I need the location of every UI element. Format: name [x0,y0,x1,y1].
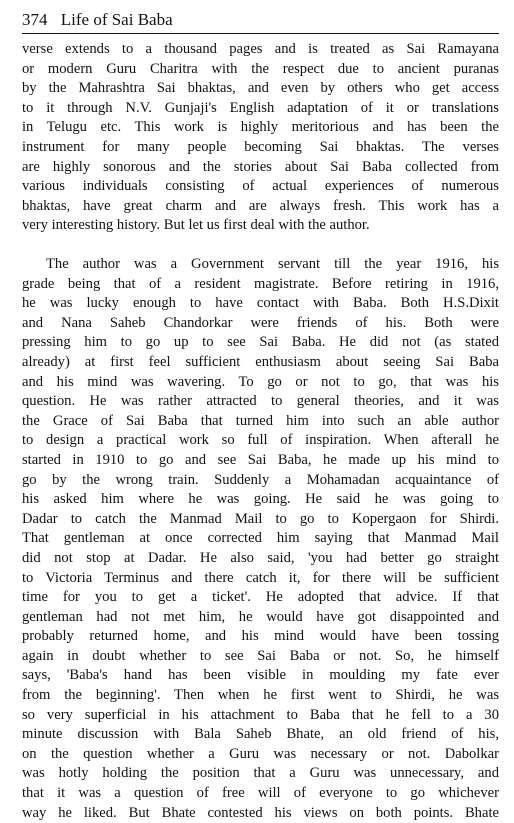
text-line: to it through N.V. Gunjaji's English adaptation of it or translations [22,99,499,116]
text-line: so very superficial in his attachment to Baba that he fell to a 30 [22,706,499,723]
text-line: time for you to get a ticket'. He adopted that advice. If that [22,589,499,606]
text-line: bhaktas, have great charm and are always fresh. This work has a [22,197,499,214]
text-line: instrument for many people becoming Sai bhaktas. The verses [22,138,499,155]
text-line: The author was a Government servant till the year 1916, his [46,256,499,272]
text-line: verse extends to a thousand pages and is treated as Sai Ramayana [22,41,499,57]
text-line: very interesting history. But let us first deal with the author. [22,217,370,234]
page-number: 374 [22,10,48,29]
text-line: to design a practical work so full of inspiration. When afterall he [22,432,499,449]
text-line: Dadar to catch the Manmad Mail to go to Kopergaon for Shirdi. [22,510,499,527]
text-line: gentleman had not met him, he would have got disappointed and [22,608,499,625]
running-title: Life of Sai Baba [60,10,173,29]
text-line: says, 'Baba's hand has been visible in moulding my fate ever [22,667,499,684]
text-line: again in doubt whether to see Sai Baba or not. So, he himself [22,647,499,664]
text-line: probably returned home, and his mind would have been tossing [22,628,499,645]
text-line: started in 1910 to go and see Sai Baba, he made up his mind to [22,451,499,468]
text-line: question. He was rather attracted to general theories, and it was [22,393,499,410]
paragraph-2 [22,255,499,823]
text-line: to Victoria Terminus and there catch it, for there will be sufficient [22,569,499,586]
text-line: pressing him to go up to see Sai Baba. He did not (as stated [22,334,499,351]
text-line: his asked him where he was going. He said he was going to [22,491,499,508]
text-line: did not stop at Dadar. He also said, 'you had better go straight [22,549,499,566]
text-line: was hotly holding the position that a Guru was unnecessary, and [22,765,499,782]
text-line: That gentleman at once corrected him saying that Manmad Mail [22,530,499,547]
header-rule [22,33,499,34]
text-line: and his mind was wavering. To go or not to go, that was his [22,373,499,390]
text-line: he was lucky enough to have contact with Baba. Both H.S.Dixit [22,295,499,312]
text-line: in Telugu etc. This work is highly meritorious and has been the [22,119,499,136]
text-line: way he liked. But Bhate contested his views on both points. Bhate [22,804,499,821]
text-line: on the question whether a Guru was necessary or not. Dabolkar [22,745,499,762]
text-line: the Grace of Sai Baba that turned him into such an able author [22,412,499,429]
text-line: grade being that of a resident magistrate. Before retiring in 1916, [22,275,499,292]
text-line: various individuals consisting of actual experiences of numerous [22,178,499,195]
text-line: by the Mahrashtra Sai bhaktas, and even by others who get access [22,80,499,97]
text-line: or modern Guru Charitra with the respect due to ancient puranas [22,60,499,77]
text-line: and Nana Saheb Chandorkar were friends of his. Both were [22,314,499,331]
text-line: from the beginning'. Then when he first went to Shirdi, he was [22,687,499,704]
text-line: that it was a question of free will of everyone to go whichever [22,785,499,802]
text-line: are highly sonorous and the stories about Sai Baba collected from [22,158,499,175]
paragraph-1 [22,40,499,236]
text-line: minute discussion with Bala Saheb Bhate, an old friend of his, [22,726,499,743]
text-line: already) at first feel sufficient enthusiasm about seeing Sai Baba [22,353,499,370]
running-header [22,8,502,32]
text-line: go by the wrong train. Suddenly a Mohamadan acquaintance of [22,471,499,488]
